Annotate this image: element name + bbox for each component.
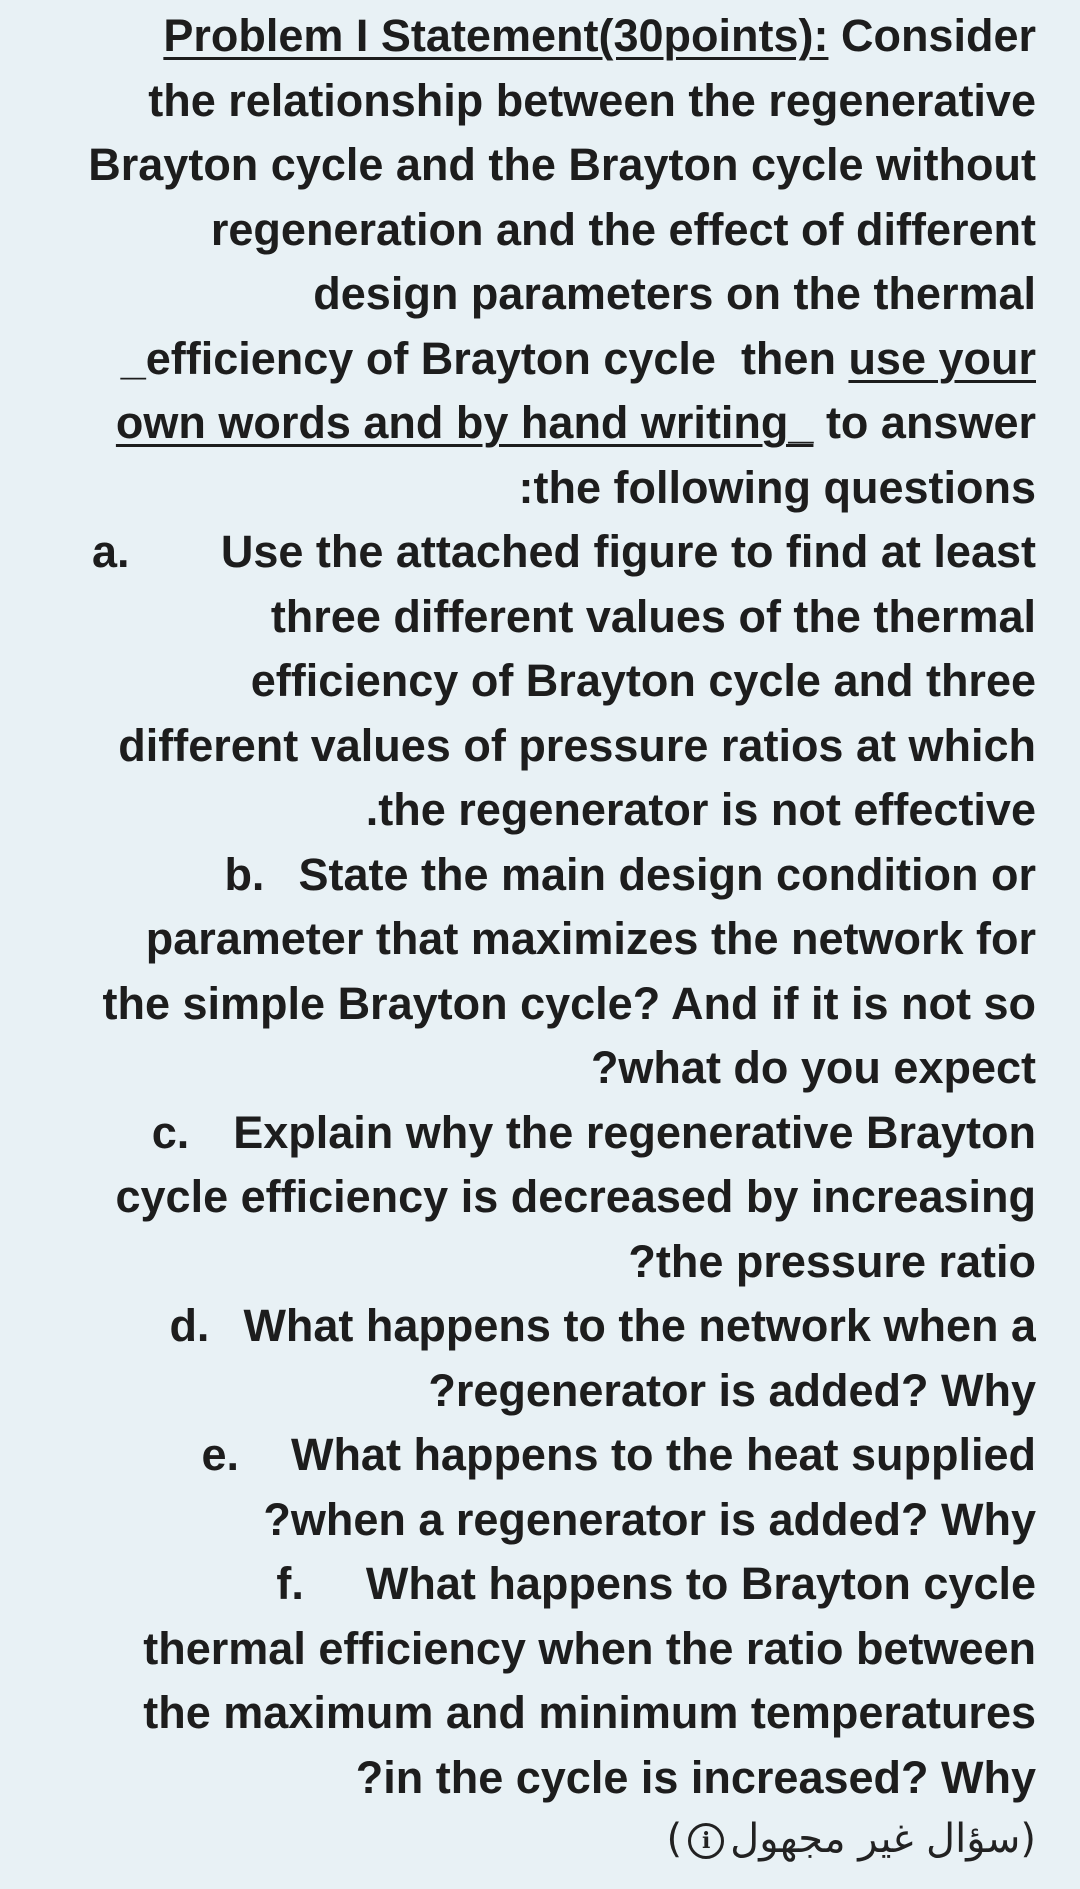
question-b-line: parameter that maximizes the network for	[145, 913, 1036, 964]
question-d-line: ?regenerator is added? Why	[428, 1364, 1036, 1416]
question-marker-a: a.	[92, 526, 130, 577]
intro-line: :the following questions	[518, 461, 1036, 513]
question-marker-b: b.	[224, 848, 265, 900]
problem-text	[60, 4, 1036, 1810]
anonymous-question-label: سؤال غير مجهول	[730, 1816, 1021, 1862]
question-c-first-line	[60, 1101, 1036, 1166]
question-f-line: thermal efficiency when the ratio between	[143, 1622, 1036, 1674]
question-a-text: Use the attached figure to find at least	[220, 526, 1036, 577]
question-marker-c: c.	[151, 1106, 190, 1158]
question-f-text: What happens to Brayton cycle	[365, 1558, 1036, 1609]
question-e-line: ?when a regenerator is added? Why	[263, 1493, 1036, 1545]
question-marker-d: d.	[169, 1300, 210, 1351]
question-b-first-line	[60, 843, 1036, 908]
intro-text: _efficiency of Brayton cycle then	[120, 332, 849, 384]
question-b-line: ?what do you expect	[590, 1042, 1036, 1093]
problem-title-line	[60, 4, 1036, 69]
question-marker-f: f.	[276, 1558, 304, 1609]
question-f-first-line	[60, 1552, 1036, 1617]
question-a-line: different values of pressure ratios at which	[118, 719, 1036, 771]
question-c-text: Explain why the regenerative Brayton	[233, 1106, 1036, 1158]
question-a-line: three different values of the thermal	[270, 590, 1036, 642]
question-b-text: State the main design condition or	[298, 848, 1036, 900]
question-f-line: the maximum and minimum temperatures	[143, 1687, 1036, 1738]
problem-title-suffix: Consider	[828, 10, 1036, 61]
question-d-text: What happens to the network when a	[243, 1300, 1036, 1351]
question-f-line: ?in the cycle is increased? Why	[355, 1751, 1036, 1803]
question-c-line: ?the pressure ratio	[628, 1235, 1036, 1287]
info-icon[interactable]: i	[688, 1823, 724, 1859]
intro-line	[60, 327, 1036, 392]
question-d-first-line	[60, 1294, 1036, 1359]
problem-title: Problem I Statement(30points):	[163, 10, 829, 61]
intro-line: the relationship between the regenerative	[148, 74, 1036, 126]
open-paren: (	[666, 1816, 683, 1862]
intro-line: Brayton cycle and the Brayton cycle without	[88, 139, 1036, 190]
question-e-first-line	[60, 1423, 1036, 1488]
anonymous-question-tag[interactable]	[667, 1816, 1036, 1862]
intro-text: to answer	[813, 397, 1036, 448]
question-b-line: the simple Brayton cycle? And if it is not so	[102, 977, 1036, 1029]
intro-line	[60, 391, 1036, 456]
question-a-line: .the regenerator is not effective	[365, 784, 1036, 835]
question-a-first-line	[60, 520, 1036, 585]
question-marker-e: e.	[201, 1429, 239, 1480]
close-paren: )	[1020, 1816, 1036, 1862]
underlined-instruction: own words and by hand writing_	[115, 397, 814, 448]
intro-line: design parameters on the thermal	[313, 268, 1036, 319]
intro-line: regeneration and the effect of different	[210, 203, 1036, 255]
question-c-line: cycle efficiency is decreased by increasing	[115, 1171, 1036, 1222]
underlined-instruction: use your	[848, 332, 1036, 384]
question-e-text: What happens to the heat supplied	[290, 1429, 1036, 1480]
question-a-line: efficiency of Brayton cycle and three	[250, 655, 1036, 706]
